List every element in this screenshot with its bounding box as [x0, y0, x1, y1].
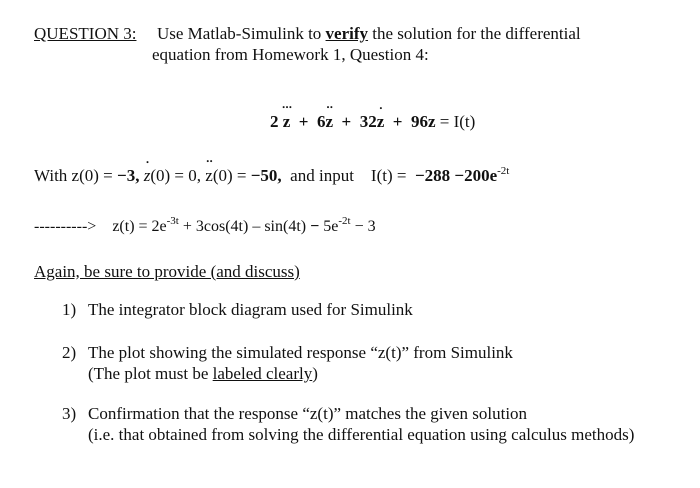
solution-tail: − 3 [350, 218, 376, 235]
list-item [62, 404, 635, 444]
term2-coef: 6 [316, 112, 326, 131]
question-line-1 [34, 24, 581, 44]
term1-coef: 2 [270, 112, 279, 131]
solution-arrow: ----------> [34, 218, 97, 235]
plus-2: + [341, 112, 352, 131]
ic-single-dot: ⋅ [145, 157, 149, 169]
solution-exp1: -3t [166, 215, 179, 227]
solution-line [34, 215, 376, 236]
term1-var [281, 102, 292, 132]
list-item [62, 343, 513, 383]
ic-input-a: −288 [414, 166, 451, 185]
question-label: QUESTION 3: [34, 24, 137, 43]
term2-var [325, 102, 334, 132]
equation-rhs: = I(t) [439, 112, 476, 131]
item-number: 2) [62, 343, 77, 362]
term3-var [376, 103, 385, 132]
verify-word: verify [325, 24, 369, 43]
item-number: 3) [62, 404, 77, 423]
ic-zdot-var [143, 157, 151, 186]
ic-z0: −3, [117, 166, 140, 185]
term2-letter: z [325, 112, 334, 131]
solution-lhs: z(t) = 2e [112, 218, 167, 235]
ic-zddot-letter: z [205, 166, 213, 185]
item2-line2-post: ) [312, 364, 318, 383]
question-line-2: equation from Homework 1, Question 4: [152, 45, 429, 64]
ic-and-input: and input [290, 166, 354, 185]
item-text-line2 [88, 364, 318, 384]
term1-letter: z [282, 112, 291, 131]
item2-labeled-clearly: labeled clearly [212, 364, 313, 383]
list-item [62, 300, 413, 320]
ic-zddot-var [205, 156, 213, 186]
solution-term5: 5e [319, 218, 339, 235]
term3-coef: 32 [359, 112, 377, 131]
ic-with: With z(0) = [34, 166, 118, 185]
item-text: The integrator block diagram used for Simulink [88, 300, 413, 319]
solution-exp2: -2t [338, 215, 351, 227]
question-text-pre: Use Matlab-Simulink to [156, 24, 326, 43]
triple-dot-mark: ⋅⋅⋅ [281, 102, 292, 114]
item2-line2-pre: (The plot must be [88, 364, 213, 383]
ic-input-exp: -2t [497, 165, 510, 177]
double-dot-mark: ⋅⋅ [325, 102, 333, 114]
solution-minus: − [310, 218, 320, 235]
question-text-post: the solution for the differential [368, 24, 581, 43]
term3-letter: z [376, 112, 385, 131]
ic-double-dot: ⋅⋅ [205, 156, 213, 168]
item-number: 1) [62, 300, 77, 319]
initial-conditions [34, 156, 510, 186]
single-dot-mark: ⋅ [378, 103, 383, 115]
item-text: The plot showing the simulated response “z(t)” from Simulink [88, 343, 513, 362]
plus-3: + [392, 112, 403, 131]
ic-zdot-value: (0) = 0, [150, 166, 202, 185]
again-heading: Again, be sure to provide (and discuss) [34, 262, 300, 281]
item-text: Confirmation that the response “z(t)” matches the given solution [88, 404, 528, 423]
plus-1: + [298, 112, 309, 131]
solution-mid: + 3cos(4t) – sin(4t) [178, 218, 311, 235]
ic-input-lhs: I(t) = [370, 166, 411, 185]
differential-equation [270, 102, 476, 132]
ic-zddot-value: (0) = [212, 166, 251, 185]
ic-zddot-num: −50, [250, 166, 282, 185]
item-text-line2: (i.e. that obtained from solving the differential equation using calculus methods) [88, 425, 635, 444]
ic-zdot-letter: z [143, 166, 151, 185]
term4: 96z [410, 112, 436, 131]
ic-input-b: −200e [450, 166, 498, 185]
